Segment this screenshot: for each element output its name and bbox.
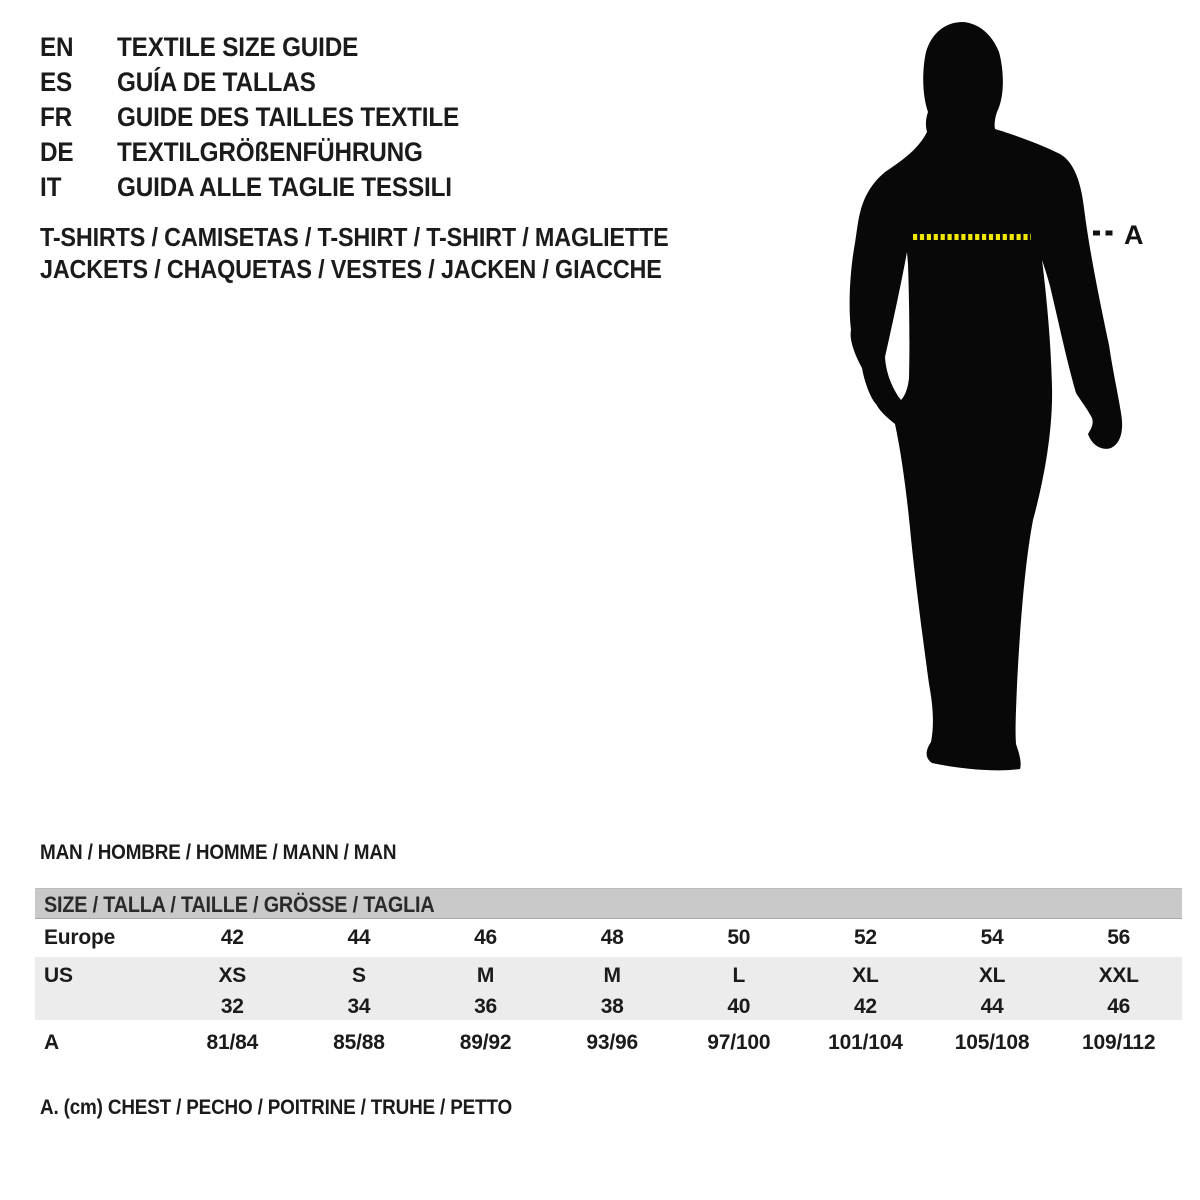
language-title: GUÍA DE TALLAS xyxy=(117,67,316,97)
row-label: A xyxy=(44,1031,59,1054)
measure-label-a: A xyxy=(1124,220,1144,250)
size-cell: 44 xyxy=(980,995,1004,1018)
man-silhouette-svg xyxy=(820,0,1200,800)
size-cell: XXL xyxy=(1098,964,1139,987)
size-cell: 109/112 xyxy=(1082,1031,1156,1054)
size-cell: 38 xyxy=(600,995,624,1018)
size-cell: 85/88 xyxy=(333,1031,385,1054)
size-cell: 46 xyxy=(1107,995,1131,1018)
size-table-header: SIZE / TALLA / TAILLE / GRÖSSE / TAGLIA xyxy=(35,888,1182,919)
size-cell: 101/104 xyxy=(828,1031,903,1054)
language-title: GUIDE DES TAILLES TEXTILE xyxy=(117,102,460,132)
size-cell: 32 xyxy=(220,995,244,1018)
language-row xyxy=(40,135,497,170)
size-cell: XL xyxy=(978,964,1006,987)
size-cell: L xyxy=(732,964,746,987)
row-label: Europe xyxy=(44,926,116,949)
size-cell: 48 xyxy=(600,926,624,949)
man-silhouette-figure xyxy=(820,0,1200,800)
language-code: DE xyxy=(40,137,74,167)
size-cell: 44 xyxy=(347,926,371,949)
category-list xyxy=(40,221,738,285)
size-cell: M xyxy=(603,964,621,987)
row-label: US xyxy=(44,964,73,987)
size-cell: 81/84 xyxy=(206,1031,259,1054)
category-line-jackets: JACKETS / CHAQUETAS / VESTES / JACKEN / GIACCHE xyxy=(40,254,662,284)
section-title: MAN / HOMBRE / HOMME / MANN / MAN xyxy=(40,841,397,864)
language-title-list xyxy=(40,30,497,205)
language-title: TEXTILE SIZE GUIDE xyxy=(117,32,359,62)
language-code: IT xyxy=(40,172,62,202)
size-cell: 42 xyxy=(220,926,244,949)
language-row xyxy=(40,30,497,65)
size-cell: XS xyxy=(218,964,247,987)
size-cell: 34 xyxy=(347,995,371,1018)
man-silhouette xyxy=(850,22,1123,770)
language-code: EN xyxy=(40,32,74,62)
language-row xyxy=(40,170,497,205)
measurement-footnote: A. (cm) CHEST / PECHO / POITRINE / TRUHE / PETTO xyxy=(40,1096,512,1119)
size-table xyxy=(35,888,1182,1066)
size-cell: 36 xyxy=(474,995,498,1018)
size-cell: 42 xyxy=(853,995,877,1018)
size-cell: 97/100 xyxy=(707,1031,771,1054)
size-cell: 46 xyxy=(474,926,498,949)
row-label xyxy=(35,994,169,1020)
table-row-numeric xyxy=(35,994,1182,1020)
size-cell: 40 xyxy=(727,995,751,1018)
size-cell: 52 xyxy=(853,926,877,949)
size-cell: 56 xyxy=(1107,926,1131,949)
size-cell: S xyxy=(352,964,366,987)
language-title: TEXTILGRÖßENFÜHRUNG xyxy=(117,137,423,167)
size-cell: 105/108 xyxy=(954,1031,1030,1054)
table-row-europe xyxy=(35,919,1182,957)
language-title: GUIDA ALLE TAGLIE TESSILI xyxy=(117,172,452,202)
size-cell: 93/96 xyxy=(586,1031,638,1054)
language-code: ES xyxy=(40,67,73,97)
size-cell: M xyxy=(476,964,495,987)
language-code: FR xyxy=(40,102,73,132)
table-row-chest xyxy=(35,1020,1182,1066)
table-row-us xyxy=(35,957,1182,994)
language-row xyxy=(40,100,497,135)
size-cell: 89/92 xyxy=(459,1031,512,1054)
size-cell: 50 xyxy=(727,926,751,949)
size-cell: XL xyxy=(852,964,879,987)
category-line-tshirts: T-SHIRTS / CAMISETAS / T-SHIRT / T-SHIRT / MAGLIETTE xyxy=(40,222,669,252)
language-row xyxy=(40,65,497,100)
size-cell: 54 xyxy=(980,926,1004,949)
